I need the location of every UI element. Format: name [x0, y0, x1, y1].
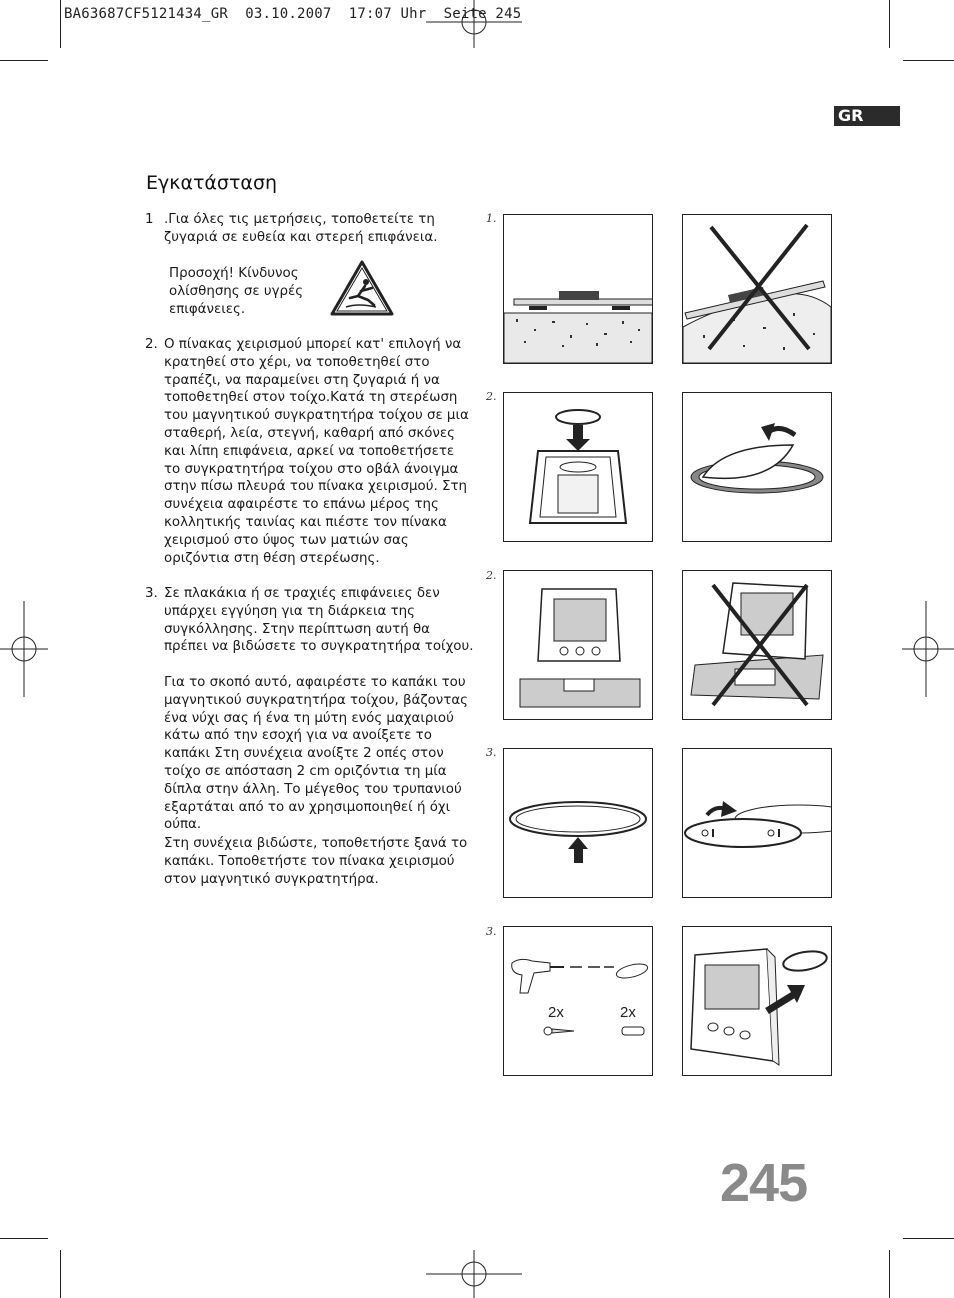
step-3-paragraph-2: Για το σκοπό αυτό, αφαιρέστε το καπάκι του μαγνητικού συγκρατητήρα τοίχου, βάζοντας ένα νύχι σας ή ένα τη μύτη ενός μαχαιριού κάτω από την εσοχή για να ανοίξετε το καπάκι Στη συνέχεια ανοίξτε 2 οπές στον τοίχο σε απόσταση 2 cm οριζόντια τη μία δίπλα στην άλλη. Το μέγεθος του τρυπανιού εξαρτάται από το αν χρησιμοποιηθεί ή όχι ούπα. [164, 675, 469, 833]
step-1-number: 1 [145, 212, 154, 227]
print-header: BA63687CF5121434_GR 03.10.2007 17:07 Uhr Seite 245 [64, 6, 522, 22]
figure-label-1: 1. [486, 212, 497, 225]
figure-display-mount [682, 926, 832, 1076]
step-3-text: Σε πλακάκια ή σε τραχιές επιφάνειες δεν υπάρχει εγγύηση για τη διάρκεια της συγκόλλησης. Στην περίπτωση αυτή θα πρέπει να βιδώσετε το συγκρατητήρα τοίχου. [164, 586, 474, 655]
figure-drill-screws [503, 926, 653, 1076]
figure-holder-cover-press [503, 748, 653, 898]
figure-scale-uneven-crossed [682, 214, 832, 364]
figure-display-smooth-wall [503, 570, 653, 720]
figure-scale-flat [503, 214, 653, 364]
language-badge: GR [834, 106, 900, 126]
section-title: Εγκατάσταση [146, 172, 278, 194]
figure-adhesive-pad-attach [503, 392, 653, 542]
figure-label-3b: 3. [486, 925, 497, 938]
figure-label-2b: 2. [486, 569, 497, 582]
step-3-number: 3. [145, 586, 158, 601]
slip-warning-icon [328, 258, 396, 318]
step-1-text: .Για όλες τις μετρήσεις, τοποθετείτε τη ζυγαριά σε ευθεία και στερεή επιφάνεια. [164, 212, 438, 245]
step-2-number: 2. [145, 337, 158, 352]
plugs-count: 2x [620, 1004, 636, 1021]
page-number: 245 [720, 1153, 808, 1213]
figure-display-tile-crossed [682, 570, 832, 720]
figure-label-2a: 2. [486, 390, 497, 403]
step-2-text: Ο πίνακας χειρισμού μπορεί κατ' επιλογή να κρατηθεί στο χέρι, να τοποθετηθεί στο τραπέζι, να παραμείνει στη ζυγαριά ή να τοποθετηθεί στον τοίχο.Κατά τη στερέωση του μαγνητικού συγκρατητήρα τοίχου σε μια σταθερή, λεία, στεγνή, καθαρή από σκόνες και λίπη επιφάνεια, αρκεί να τοποθετήσετε το συγκρατητήρα τοίχου στο οβάλ άνοιγμα στην πίσω πλευρά του πίνακα χειρισμού. Στη συνέχεια αφαιρέστε το επάνω μέρος της κολλητικής ταινίας και πιέστε τον πίνακα χειρισμού στο ύψος των ματιών σας οριζόντια στη θέση στερέωσης. [164, 337, 469, 566]
screws-count: 2x [548, 1004, 564, 1021]
step-3-paragraph-3: Στη συνέχεια βιδώστε, τοποθετήστε ξανά το καπάκι. Τοποθετήστε τον πίνακα χειρισμού στον μαγνητικό συγκρατητήρα. [164, 836, 468, 887]
figure-holder-cover-open [682, 748, 832, 898]
figure-label-3a: 3. [486, 746, 497, 759]
warning-text: Προσοχή! Κίνδυνος ολίσθησης σε υγρές επιφάνειες. [169, 266, 304, 317]
figure-adhesive-peel [682, 392, 832, 542]
